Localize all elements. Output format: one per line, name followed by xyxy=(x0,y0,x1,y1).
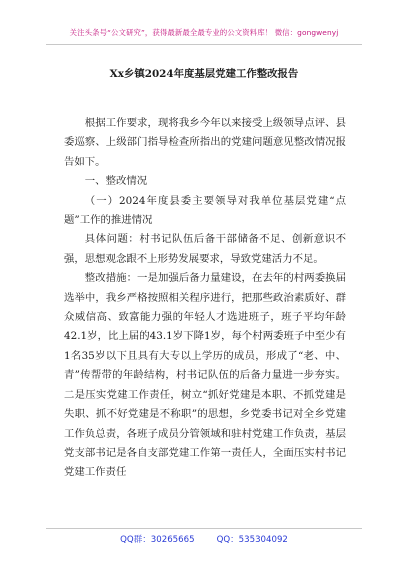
promo-banner: 关注头条号“公文研究”，获得最新最全最专业的公文资料库！ 微信：gongwenyj xyxy=(69,28,339,37)
paragraph-problem: 具体问题：村书记队伍后备干部储备不足、创新意识不强，思想观念跟不上形势发展要求，导致党建活力不足。 xyxy=(64,233,346,265)
footer-contact xyxy=(0,533,408,545)
footer-qq: QQ：535304092 xyxy=(216,535,288,545)
footer-qq-group: QQ群：30265665 xyxy=(120,535,195,545)
paragraph-intro: 根据工作要求，现将我乡今年以来接受上级领导点评、县委巡察、上级部门指导检查所指出的党建问题意见整改情况报告如下。 xyxy=(64,117,346,168)
paragraph-measures: 整改措施：一是加强后备力量建设，在去年的村两委换届选举中，我乡严格按照相关程序进行，把那些政治素质好、群众威信高、致富能力强的年轻人才选进班子，班子平均年龄42.1岁，比上届的43.1岁下降1岁，每个村两委班子中至少有1名35岁以下且具有大专以上学历的成员，形成了“老、中、青”传帮带的年龄结构，村书记队伍的后备力量进一步夯实。二是压实党建工作责任，树立“抓好党建是本职、不抓党建是失职、抓不好党建是不称职”的思想，乡党委书记对全乡党建工作负总责，各班子成员分管领域和驻村党建工作负责，基层党支部书记是各自支部党建工作第一责任人，全面压实村书记党建工作责任 xyxy=(64,272,346,479)
footer-divider xyxy=(46,528,362,529)
document-title: Xx乡镇2024年度基层党建工作整改报告 xyxy=(109,68,299,80)
document-body xyxy=(64,114,346,483)
subsection-heading: （一）2024年度县委主要领导对我单位基层党建“点题”工作的推进情况 xyxy=(64,194,346,227)
header-divider xyxy=(46,44,362,45)
section-heading: 一、整改情况 xyxy=(84,175,148,188)
